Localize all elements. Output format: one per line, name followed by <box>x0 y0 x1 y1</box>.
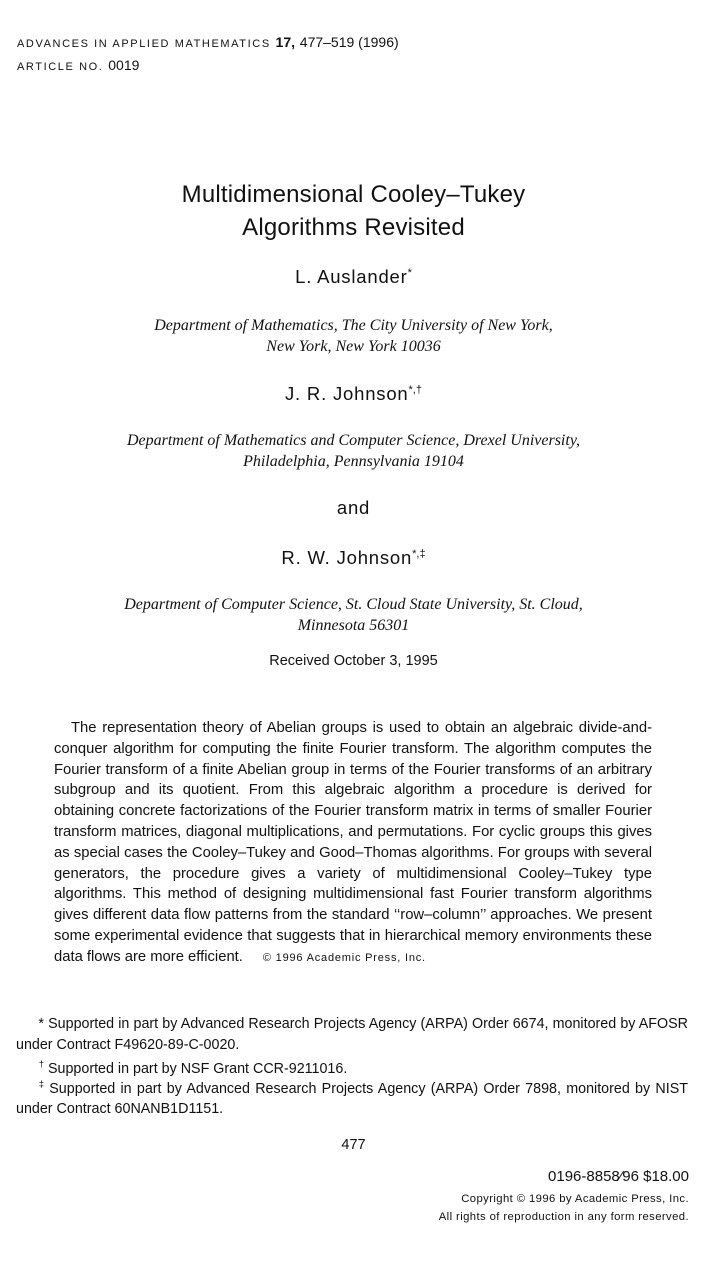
author-1 <box>0 266 707 288</box>
affiliation-line: Minnesota 56301 <box>297 617 410 634</box>
affiliation-line: Department of Mathematics and Computer Science, Drexel University, <box>126 432 581 449</box>
footnote-text: Supported in part by NSF Grant CCR-9211016. <box>47 1060 348 1077</box>
footnote-mark: † <box>38 1059 44 1070</box>
footnote-3 <box>16 1075 688 1120</box>
affiliation-line: Department of Mathematics, The City University of New York, <box>154 317 553 334</box>
copyright-line: Copyright © 1996 by Academic Press, Inc. <box>461 1193 689 1205</box>
article-label: ARTICLE NO. <box>17 61 104 73</box>
author-name: R. W. Johnson <box>281 547 413 568</box>
author-marks: * <box>407 266 412 279</box>
author-marks: *,‡ <box>412 547 426 560</box>
abstract-text: The representation theory of Abelian groups is used to obtain an algebraic divide-and-conquer algorithm for computing the finite Fourier transform. The algorithm computes the Fourier transform of a finite Abelian group in terms of the Fourier transforms of an arbitrary subgroup and its quotient. From this algebraic algorithm a procedure is derived for obtaining concrete factorizations of the Fourier transform matrix in terms of smaller Fourier transform matrices, diagonal multiplications, and permutations. For cyclic groups this gives as special cases the Cooley–Tukey and Good–Thomas algorithms. For groups with several generators, the procedure gives a variety of multidimensional Cooley–Tukey type algorithms. This method of designing multidimensional fast Fourier transform algorithms gives different data flow patterns from the standard ‘‘row–column’’ approaches. We present some experimental evidence that suggests that in hierarchical memory environments these data flows are more efficient. <box>54 720 652 965</box>
journal-pages-year: 477–519 (1996) <box>299 34 399 50</box>
affiliation-3 <box>0 594 707 636</box>
abstract-copyright: © 1996 Academic Press, Inc. <box>262 951 426 964</box>
affiliation-line: New York, New York 10036 <box>266 338 441 355</box>
paper-title <box>0 178 707 244</box>
copyright-block <box>439 1191 689 1226</box>
footnote-1 <box>16 1014 688 1055</box>
title-line-1: Multidimensional Cooley–Tukey <box>181 181 526 208</box>
journal-name: ADVANCES IN APPLIED MATHEMATICS <box>17 38 271 50</box>
journal-line <box>17 32 399 55</box>
footnote-mark: * <box>38 1016 44 1032</box>
author-2 <box>0 383 707 405</box>
title-line-2: Algorithms Revisited <box>242 214 465 241</box>
author-name: J. R. Johnson <box>285 383 409 404</box>
author-name: L. Auslander <box>295 266 408 287</box>
footnote-text: Supported in part by Advanced Research Projects Agency (ARPA) Order 6674, monitored by AFOSR under Contract F49620-89-C-0020. <box>16 1016 689 1053</box>
author-marks: *,† <box>408 383 422 396</box>
affiliation-line: Department of Computer Science, St. Cloud State University, St. Cloud, <box>124 596 583 613</box>
affiliation-1 <box>0 315 707 357</box>
footnote-text: Supported in part by Advanced Research Projects Agency (ARPA) Order 7898, monitored by NIST under Contract 60NANB1D1151. <box>16 1080 688 1118</box>
issn-price: 0196-8858⁄96 $18.00 <box>548 1168 689 1185</box>
abstract <box>54 718 652 969</box>
footnote-mark: ‡ <box>38 1079 44 1090</box>
article-line <box>17 55 399 78</box>
journal-header <box>17 32 399 78</box>
page-number: 477 <box>341 1137 366 1153</box>
affiliation-2 <box>0 430 707 472</box>
rights-line: All rights of reproduction in any form reserved. <box>438 1210 689 1223</box>
article-number: 0019 <box>108 57 140 73</box>
received-date: Received October 3, 1995 <box>269 653 438 669</box>
affiliation-line: Philadelphia, Pennsylvania 19104 <box>243 453 464 470</box>
journal-volume: 17, <box>275 34 295 50</box>
and-word: and <box>336 497 371 518</box>
author-3 <box>0 547 707 569</box>
